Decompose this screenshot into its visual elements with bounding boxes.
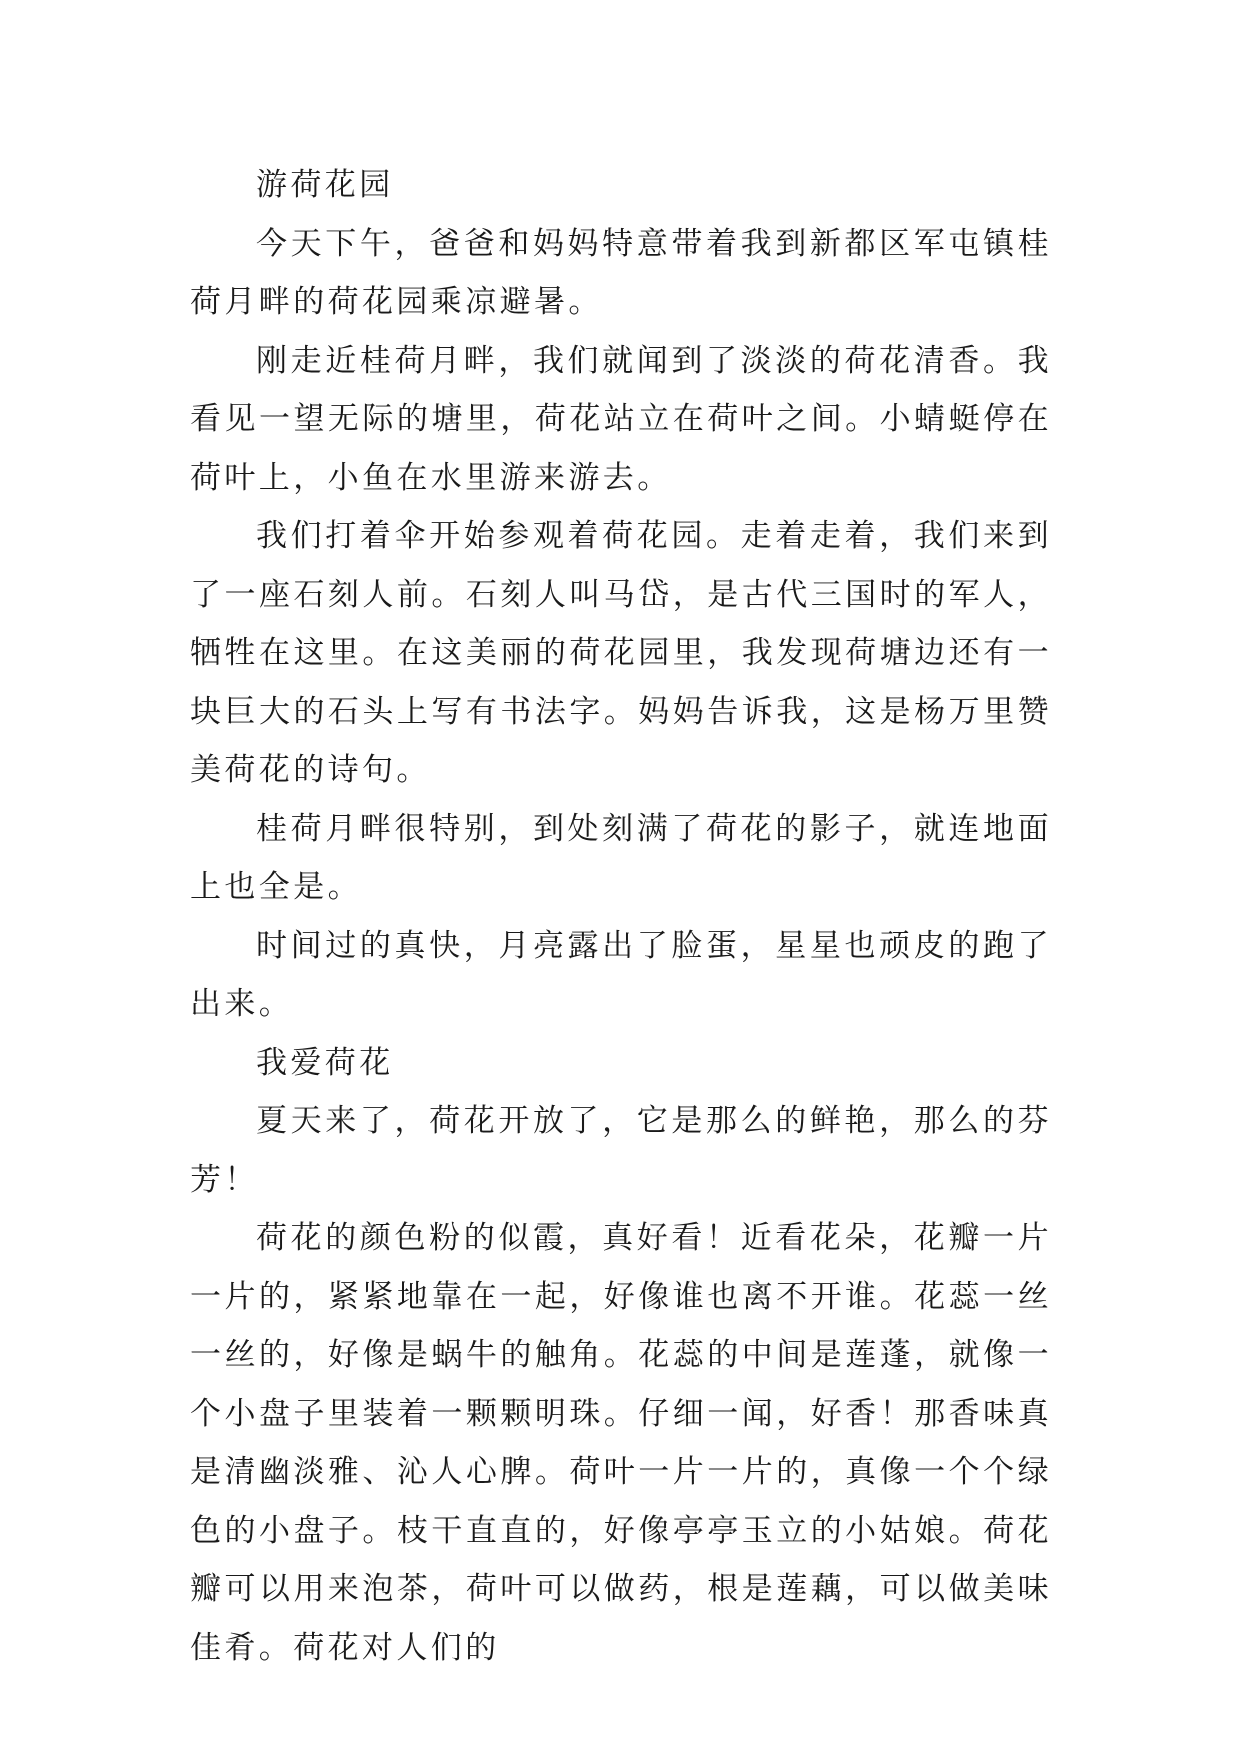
paragraph: 桂荷月畔很特别，到处刻满了荷花的影子，就连地面上也全是。 [190,810,1052,905]
section-title-2: 我爱荷花 [256,1044,394,1081]
paragraph: 刚走近桂荷月畔，我们就闻到了淡淡的荷花清香。我看见一望无际的塘里，荷花站立在荷叶之间。小蜻蜓停在荷叶上，小鱼在水里游来游去。 [190,342,1052,496]
document-body [190,156,1052,1677]
paragraph: 我们打着伞开始参观着荷花园。走着走着，我们来到了一座石刻人前。石刻人叫马岱，是古代三国时的军人，牺牲在这里。在这美丽的荷花园里，我发现荷塘边还有一块巨大的石头上写有书法字。妈妈告诉我，这是杨万里赞美荷花的诗句。 [190,518,1052,788]
section-title-1: 游荷花园 [256,167,394,203]
paragraph: 荷花的颜色粉的似霞，真好看！近看花朵，花瓣一片一片的，紧紧地靠在一起，好像谁也离不开谁。花蕊一丝一丝的，好像是蜗牛的触角。花蕊的中间是莲蓬，就像一个小盘子里装着一颗颗明珠。仔细一闻，好香！那香味真是清幽淡雅、沁人心脾。荷叶一片一片的，真像一个个绿色的小盘子。枝干直直的，好像亭亭玉立的小姑娘。荷花瓣可以用来泡茶，荷叶可以做药，根是莲藕，可以做美味佳肴。荷花对人们的 [190,1220,1052,1666]
paragraph: 今天下午，爸爸和妈妈特意带着我到新都区军屯镇桂荷月畔的荷花园乘凉避暑。 [190,225,1052,320]
paragraph: 夏天来了，荷花开放了，它是那么的鲜艳，那么的芬芳！ [190,1103,1052,1198]
paragraph: 时间过的真快，月亮露出了脸蛋，星星也顽皮的跑了出来。 [190,927,1052,1022]
